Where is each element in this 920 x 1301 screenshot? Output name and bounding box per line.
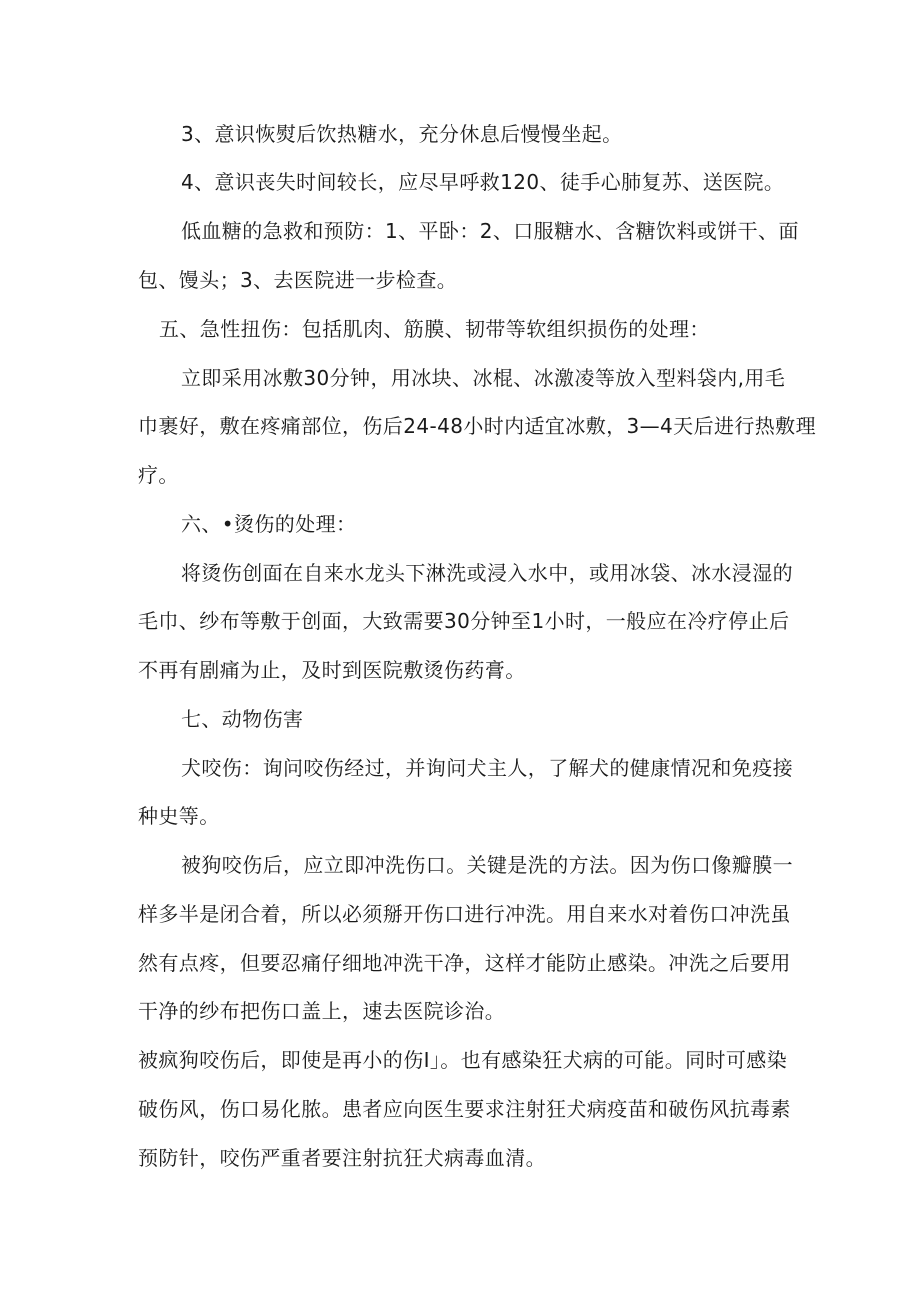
text-line: 包、馒头；3、去医院进一步检查。 — [138, 268, 458, 292]
text-line: 被疯狗咬伤后，即使是再小的伤I」。也有感染狂犬病的可能。同时可感染 — [138, 1048, 788, 1072]
text-line: 将烫伤创面在自来水龙头下淋洗或浸入水中，或用冰袋、冰水浸湿的 — [181, 561, 793, 585]
text-line: 不再有剧痛为止，及时到医院敷烫伤药膏。 — [138, 658, 526, 682]
text-line: 预防针，咬伤严重者要注射抗狂犬病毒血清。 — [138, 1146, 546, 1170]
text-line: 4、意识丧失时间较长，应尽早呼救120、徒手心肺复苏、送医院。 — [181, 170, 785, 194]
text-line: 犬咬伤：询问咬伤经过，并询问犬主人，了解犬的健康情况和免疫接 — [181, 756, 793, 780]
text-line: 干净的纱布把伤口盖上，速去医院诊治。 — [138, 999, 506, 1023]
text-line: 立即采用冰敷30分钟，用冰块、冰棍、冰激凌等放入型料袋内,用毛 — [181, 366, 786, 390]
text-line: 3、意识恢熨后饮热糖水，充分休息后慢慢坐起。 — [181, 122, 623, 146]
text-line: 样多半是闭合着，所以必须掰开伤口进行冲洗。用自来水对着伤口冲洗虽 — [138, 902, 791, 926]
text-line: 疗。 — [138, 463, 179, 487]
text-line: 被狗咬伤后，应立即冲洗伤口。关键是洗的方法。因为伤口像瓣膜一 — [181, 853, 793, 877]
section-heading: 六、•烫伤的处理： — [181, 512, 357, 536]
section-heading: 七、动物伤害 — [181, 707, 304, 731]
text-line: 破伤风，伤口易化脓。患者应向医生要求注射狂犬病疫苗和破伤风抗毒素 — [138, 1097, 791, 1121]
text-line: 巾裹好，敷在疼痛部位，伤后24-48小时内适宜冰敷，3—4天后进行热敷理 — [138, 414, 816, 438]
text-line: 低血糖的急救和预防：1、平卧：2、口服糖水、含糖饮料或饼干、面 — [181, 219, 799, 243]
text-line: 种史等。 — [138, 804, 220, 828]
text-line: 然有点疼，但要忍痛仔细地冲洗干净，这样才能防止感染。冲洗之后要用 — [138, 951, 791, 975]
text-line: 毛巾、纱布等敷于创面，大致需要30分钟至1小时，一般应在冷疗停止后 — [138, 609, 790, 633]
section-heading: 五、急性扭伤：包括肌肉、筋膜、韧带等软组织损伤的处理： — [159, 317, 710, 341]
